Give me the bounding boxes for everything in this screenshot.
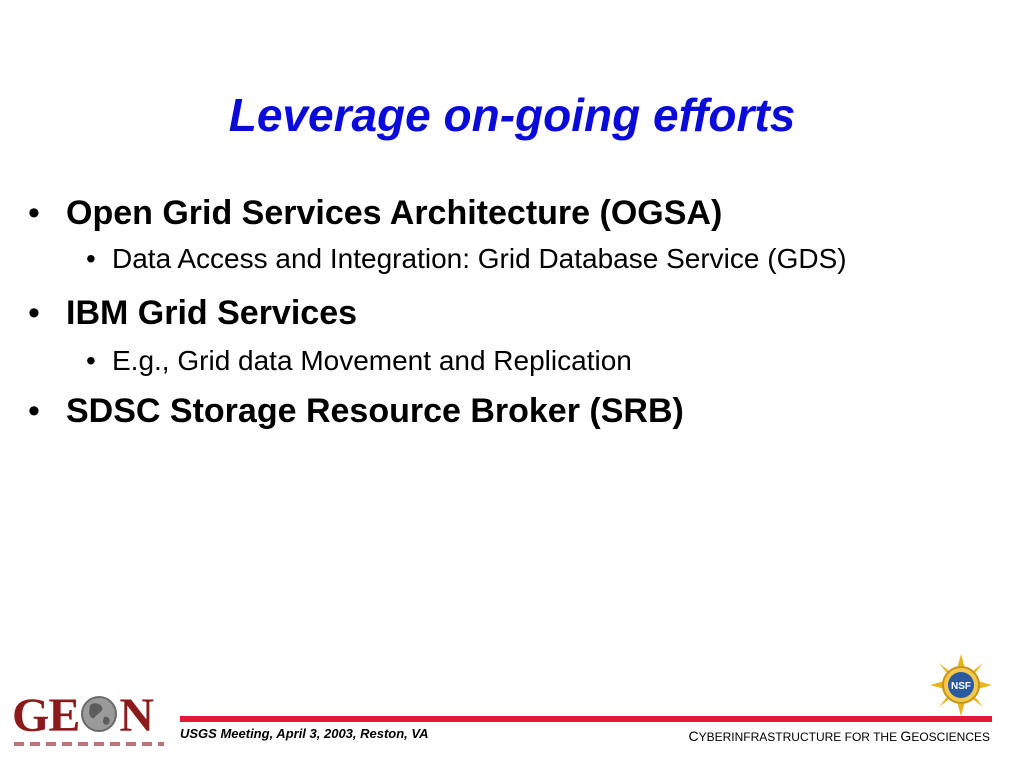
globe-icon	[80, 692, 118, 730]
subbullet-gds: • Data Access and Integration: Grid Database Service (GDS)	[86, 240, 928, 278]
geon-logo-text-1: GE	[12, 689, 80, 742]
footer-tagline-g: G	[900, 728, 912, 744]
footer-tagline	[689, 728, 991, 744]
nsf-seal-text: NSF	[951, 681, 971, 692]
bullet-ogsa: • Open Grid Services Architecture (OGSA)	[28, 192, 928, 234]
slide-title: Leverage on-going efforts	[228, 89, 796, 141]
subbullet-replication: • E.g., Grid data Movement and Replication	[86, 342, 928, 380]
bullet-srb: • SDSC Storage Resource Broker (SRB)	[28, 390, 928, 432]
footer-divider	[180, 716, 992, 722]
bullet-list	[28, 192, 928, 432]
footer-tagline-part1: YBERINFRASTRUCTURE FOR THE	[698, 730, 901, 744]
nsf-seal-icon	[928, 652, 994, 718]
footer-tagline-part2: EOSCIENCES	[911, 730, 990, 744]
geon-logo-text-2: N	[119, 689, 154, 742]
bullet-ibm: • IBM Grid Services	[28, 292, 928, 334]
geon-logo	[12, 690, 153, 742]
footer-tagline-c: C	[688, 728, 699, 744]
footer-meeting: USGS Meeting, April 3, 2003, Reston, VA	[180, 726, 429, 741]
geon-logo-tagline	[14, 742, 164, 746]
